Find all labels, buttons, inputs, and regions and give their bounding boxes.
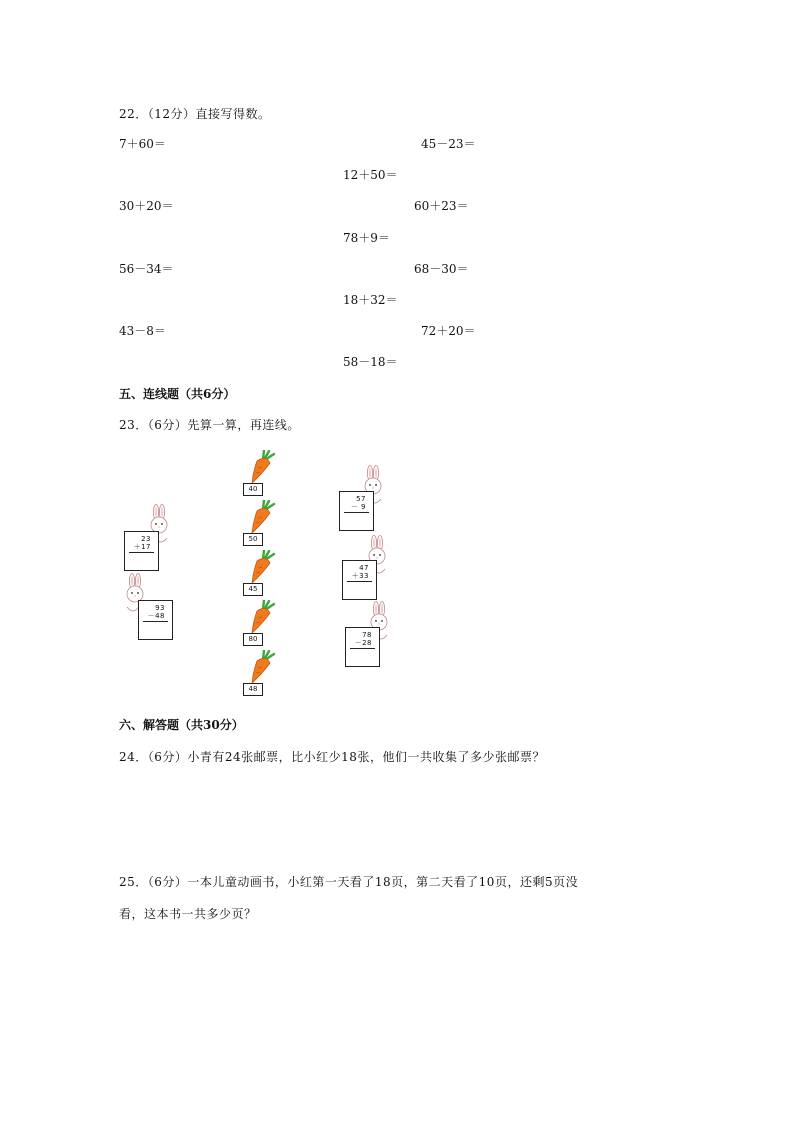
operand-bottom: － 9	[350, 503, 366, 511]
carrot-value-box: 40	[243, 483, 263, 496]
operand-top: 47	[359, 564, 369, 572]
carrot-icon	[250, 450, 276, 484]
equation-box-right-2	[342, 560, 377, 600]
operand-bottom: ＋17	[133, 543, 151, 551]
carrot-value-box: 50	[243, 533, 263, 546]
operand-bottom: ＋33	[351, 572, 369, 580]
section-5-heading: 五、连线题（共6分）	[119, 387, 236, 401]
equation-box-right-1	[339, 491, 374, 531]
equation-box-right-3	[345, 627, 380, 667]
calc-item: 7＋60＝	[119, 137, 166, 151]
operand-top: 93	[155, 604, 165, 612]
calc-item: 45－23＝	[421, 137, 476, 151]
equation-line	[344, 512, 369, 513]
operand-bottom: －48	[147, 612, 165, 620]
carrot-value-box: 80	[243, 633, 263, 646]
equation-line	[143, 621, 168, 622]
operand-top: 23	[141, 535, 151, 543]
calc-item: 30＋20＝	[119, 199, 174, 213]
operand-bottom: －28	[354, 639, 372, 647]
calc-item: 43－8＝	[119, 324, 166, 338]
calc-item: 60＋23＝	[414, 199, 469, 213]
q23-title: 23．（6分）先算一算，再连线。	[119, 418, 300, 432]
carrot-icon	[250, 650, 276, 684]
carrot-icon	[250, 600, 276, 634]
calc-item: 72＋20＝	[421, 324, 476, 338]
equation-line	[347, 581, 372, 582]
q22-title: 22．（12分）直接写得数。	[119, 107, 271, 121]
calc-item: 18＋32＝	[343, 293, 398, 307]
calc-item: 58－18＝	[343, 355, 398, 369]
q25-text-line2: 看，这本书一共多少页？	[119, 907, 257, 921]
carrot-icon	[250, 550, 276, 584]
carrot-icon	[250, 500, 276, 534]
carrot-value-box: 48	[243, 683, 263, 696]
operand-top: 57	[356, 495, 366, 503]
equation-box-left-1	[124, 531, 159, 571]
equation-line	[129, 552, 154, 553]
operand-top: 78	[362, 631, 372, 639]
carrot-value-box: 45	[243, 583, 263, 596]
calc-item: 68－30＝	[414, 262, 469, 276]
calc-item: 12＋50＝	[343, 168, 398, 182]
equation-line	[350, 648, 375, 649]
q25-text-line1: 25．（6分）一本儿童动画书，小红第一天看了18页，第二天看了10页，还剩5页没	[119, 875, 579, 889]
q24-text: 24．（6分）小青有24张邮票，比小红少18张，他们一共收集了多少张邮票？	[119, 750, 545, 764]
calc-item: 78＋9＝	[343, 231, 390, 245]
calc-item: 56－34＝	[119, 262, 174, 276]
section-6-heading: 六、解答题（共30分）	[119, 718, 244, 732]
equation-box-left-2	[138, 600, 173, 640]
